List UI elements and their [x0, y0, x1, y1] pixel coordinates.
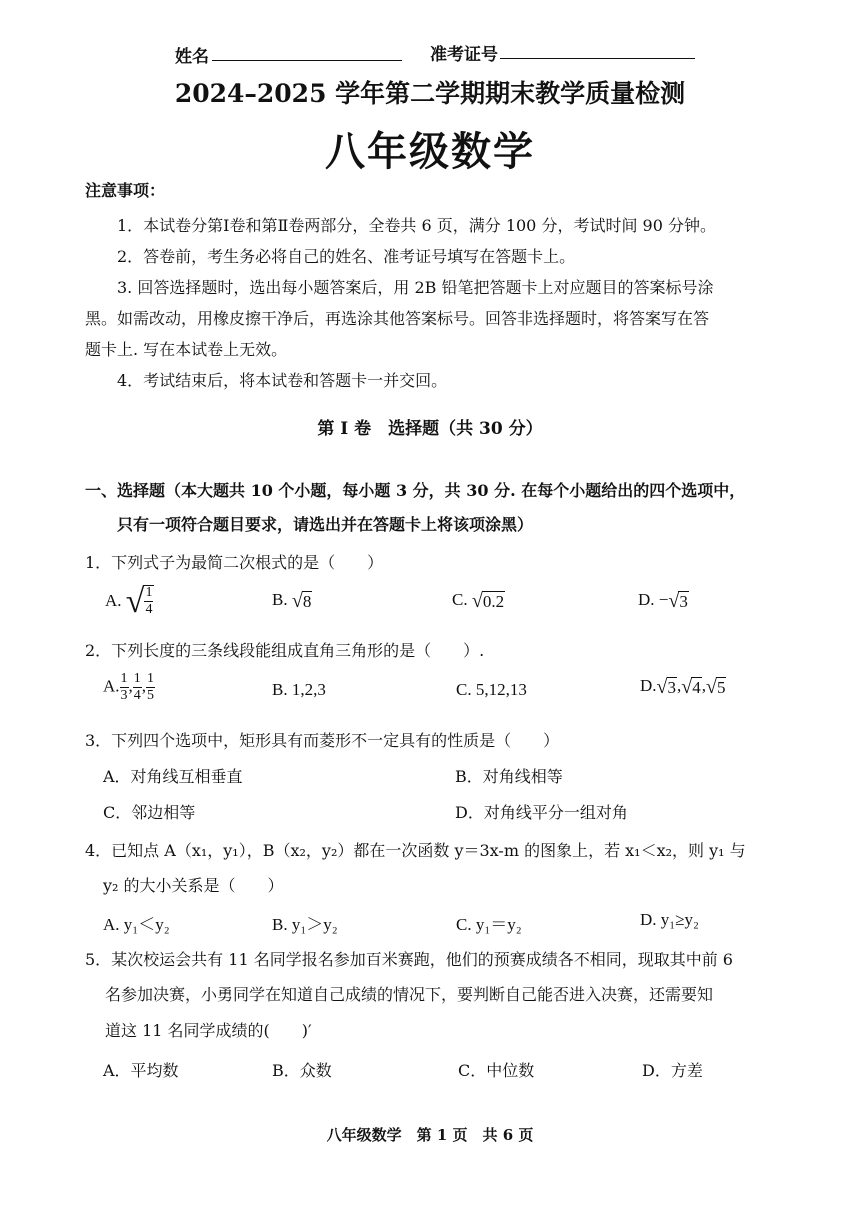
- notice-item-3-line-2: 黑。如需改动，用橡皮擦干净后，再选涂其他答案标号。回答非选择题时，将答案写在答: [85, 309, 710, 328]
- section-instruction-line-1: 一、选择题（本大题共 10 个小题，每小题 3 分，共 30 分. 在每个小题给出的四个选项中，: [85, 481, 746, 500]
- question-3-stem: 3．下列四个选项中，矩形具有而菱形不一定具有的性质是（ ）: [85, 731, 560, 750]
- notice-item-2: 2．答卷前，考生务必将自己的姓名、准考证号填写在答题卡上。: [117, 247, 576, 266]
- radicand: 0.2: [482, 591, 505, 611]
- name-label: 姓名: [175, 47, 209, 67]
- question-1-option-a: A. √ $\frac{1}{4}$: [105, 583, 153, 620]
- question-3-option-a: A．对角线互相垂直: [103, 767, 243, 786]
- fraction-denominator: 3: [120, 688, 128, 703]
- option-label: D. −: [638, 590, 669, 609]
- fraction-numerator: 1: [147, 671, 155, 686]
- name-field-line: [212, 60, 402, 61]
- question-1-option-d: D. − √ 3: [638, 589, 688, 612]
- question-1-option-c: C. √ 0.2: [452, 589, 505, 612]
- question-2-stem: 2．下列长度的三条线段能组成直角三角形的是（ ）.: [85, 641, 485, 660]
- question-4-option-d: D. y₁≥y₂: [640, 910, 699, 929]
- question-3-option-d: D．对角线平分一组对角: [455, 803, 628, 822]
- question-2-option-b: B. 1,2,3: [272, 680, 326, 699]
- question-3-option-c: C．邻边相等: [103, 803, 196, 822]
- option-label: D.: [640, 676, 657, 695]
- question-5-option-c: C．中位数: [458, 1061, 535, 1080]
- question-5-option-a: A．平均数: [103, 1061, 179, 1080]
- option-label: A.: [105, 590, 122, 610]
- question-5-stem-line-2: 名参加决赛，小勇同学在知道自己成绩的情况下，要判断自己能否进入决赛，还需要知: [105, 985, 714, 1004]
- question-2-option-a: A. $\frac{1}{3}$ , $\frac{1}{4}$ , $\frac{1}{5}$: [103, 671, 155, 703]
- section-title: 第 I 卷 选择题（共 30 分）: [317, 419, 543, 439]
- option-label: B.: [272, 590, 288, 609]
- exam-title: 2024–2025 学年第二学期期末教学质量检测: [174, 79, 686, 108]
- fraction-denominator: 4: [145, 602, 153, 617]
- question-4-option-c: C. y₁＝y₂: [456, 915, 522, 934]
- question-1-stem: 1．下列式子为最简二次根式的是（ ）: [85, 553, 384, 572]
- exam-id-field-line: [500, 58, 695, 59]
- option-label: A.: [103, 676, 120, 696]
- fraction-denominator: 5: [147, 688, 155, 703]
- exam-id-label: 准考证号: [430, 45, 498, 65]
- notice-item-3-line-1: 3. 回答选择题时，选出每小题答案后，用 2B 铅笔把答题卡上对应题目的答案标号涂: [117, 278, 714, 297]
- page-footer: 八年级数学 第 1 页 共 6 页: [326, 1126, 534, 1144]
- radicand: 3: [667, 677, 677, 697]
- notice-item-3-line-3: 题卡上. 写在本试卷上无效。: [85, 340, 288, 359]
- question-3-option-b: B．对角线相等: [455, 767, 563, 786]
- question-5-option-d: D．方差: [642, 1061, 703, 1080]
- question-4-stem-line-1: 4．已知点 A（x₁，y₁），B（x₂，y₂）都在一次函数 y＝3x-m 的图象上，若 x₁＜x₂，则 y₁ 与: [85, 841, 746, 860]
- radicand: 5: [716, 677, 726, 697]
- question-5-stem-line-1: 5．某次校运会共有 11 名同学报名参加百米赛跑，他们的预赛成绩各不相同，现取其中前 6: [85, 950, 733, 969]
- fraction-numerator: 1: [120, 671, 128, 686]
- radicand: 8: [302, 591, 312, 611]
- notice-heading: 注意事项：: [85, 181, 166, 200]
- question-4-option-a: A. y₁＜y₂: [103, 915, 170, 934]
- radicand: 4: [692, 677, 701, 697]
- question-5-option-b: B．众数: [272, 1061, 332, 1080]
- notice-item-4: 4．考试结束后，将本试卷和答题卡一并交回。: [117, 371, 448, 390]
- question-4-stem-line-2: y₂ 的大小关系是（ ）: [103, 876, 284, 895]
- exam-subject-title: 八年级数学: [325, 128, 535, 175]
- fraction-numerator: 1: [145, 585, 153, 600]
- fraction-numerator: 1: [133, 671, 141, 686]
- question-5-stem-line-3: 道这 11 名同学成绩的( )′: [105, 1021, 312, 1040]
- question-2-option-d: D. √ 3 , √ 4 , √ 5: [640, 675, 726, 698]
- option-label: C.: [452, 590, 468, 609]
- fraction-denominator: 4: [133, 688, 141, 703]
- notice-item-1: 1．本试卷分第Ⅰ卷和第Ⅱ卷两部分，全卷共 6 页，满分 100 分，考试时间 90 分钟。: [117, 216, 716, 235]
- question-1-option-b: B. √ 8: [272, 589, 312, 612]
- section-instruction-line-2: 只有一项符合题目要求，请选出并在答题卡上将该项涂黑）: [117, 515, 534, 534]
- question-4-option-b: B. y₁＞y₂: [272, 915, 338, 934]
- question-2-option-c: C. 5,12,13: [456, 680, 527, 699]
- radicand: 3: [679, 591, 688, 611]
